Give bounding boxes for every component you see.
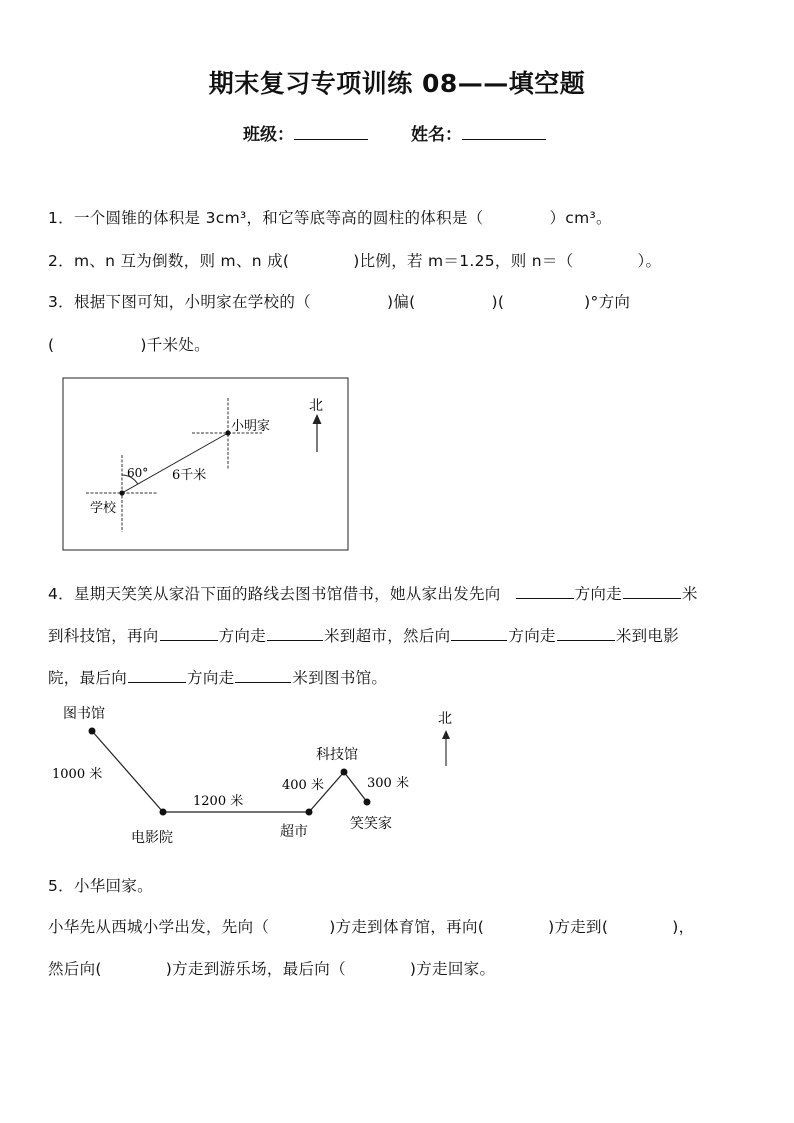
home-label: 小明家 (231, 419, 271, 434)
distance-1000: 1000 米 (52, 767, 103, 782)
q4-text-l1c: 米 (681, 585, 698, 603)
q4-text-l3b: 方向走 (187, 669, 235, 687)
question-4-line-3 (48, 666, 387, 688)
school-point (119, 490, 124, 495)
q3-text-a: 3．根据下图可知，小明家在学校的（ (48, 293, 311, 311)
question-5-title: 5．小华回家。 (48, 877, 153, 895)
q4-text-l2a: 到科技馆，再向 (48, 627, 159, 645)
q5-text-l2b: )方走到游乐场，最后向（ (165, 960, 346, 978)
route-line (122, 433, 228, 493)
q1-text-a: 1．一个圆锥的体积是 3cm³，和它等底等高的圆柱的体积是（ (48, 209, 484, 227)
supermarket-label: 超市 (280, 824, 308, 840)
q3-text-d: )°方向 (584, 293, 631, 311)
north-arrow-head-icon (442, 730, 450, 739)
distance-400: 400 米 (282, 778, 324, 793)
q2-text-a: 2．m、n 互为倒数，则 m、n 成( (48, 252, 290, 270)
q4-blank-8[interactable] (235, 668, 291, 683)
q2-text-c: ）。 (637, 252, 662, 270)
tech-museum-point (341, 769, 348, 776)
q4-text-l3a: 院，最后向 (48, 669, 128, 687)
q4-blank-2[interactable] (623, 584, 681, 599)
q4-blank-7[interactable] (128, 668, 186, 683)
library-label: 图书馆 (63, 706, 105, 722)
q4-text-l2b: 方向走 (218, 627, 267, 645)
distance-label: 6千米 (172, 468, 207, 483)
cinema-point (160, 809, 167, 816)
q1-text-b: ）cm³。 (549, 209, 612, 227)
q4-text-l2d: 方向走 (508, 627, 556, 645)
question-4-line-2 (48, 624, 679, 646)
q5-text-l2a: 然后向( (48, 960, 102, 978)
library-point (89, 728, 96, 735)
name-label: 姓名： (411, 125, 462, 145)
question-4-line-1 (48, 582, 698, 604)
home-label: 笑笑家 (350, 816, 392, 832)
q4-text-l1b: 方向走 (574, 585, 622, 603)
question-5-line-1 (48, 915, 694, 937)
q4-text-l3c: 米到图书馆。 (292, 669, 388, 687)
school-home-diagram (0, 0, 794, 560)
q2-text-b: )比例，若 m＝1.25，则 n＝（ (353, 252, 574, 270)
q4-blank-3[interactable] (160, 626, 218, 641)
distance-1200: 1200 米 (193, 794, 244, 809)
q3-text-e: ( (48, 336, 55, 354)
q4-text-l1a: 4．星期天笑笑从家沿下面的路线去图书馆借书，她从家出发先向 (48, 585, 501, 603)
q4-text-l2e: 米到电影 (615, 627, 680, 645)
q3-text-f: )千米处。 (140, 336, 210, 354)
q5-text-l1b: )方走到体育馆，再向( (329, 918, 485, 936)
q4-blank-6[interactable] (557, 626, 615, 641)
q3-text-c: )( (491, 293, 505, 311)
page-title: 期末复习专项训练 08——填空题 (208, 69, 586, 98)
cinema-label: 电影院 (131, 830, 173, 846)
distance-300: 300 米 (367, 776, 409, 791)
home-point (364, 799, 371, 806)
north-arrow-head-icon (313, 414, 322, 424)
question-5-line-2 (48, 957, 495, 979)
supermarket-point (306, 809, 313, 816)
q5-text-l1c: )方走到( (548, 918, 609, 936)
q4-blank-1[interactable] (516, 584, 574, 599)
q4-blank-5[interactable] (451, 626, 507, 641)
north-label: 北 (309, 398, 323, 414)
q3-text-b: )偏( (386, 293, 416, 311)
school-label: 学校 (90, 501, 117, 516)
diagram-frame (63, 378, 348, 550)
tech-museum-label: 科技馆 (316, 747, 358, 763)
q5-text-l1d: )， (672, 918, 695, 936)
route-diagram (0, 690, 794, 860)
angle-label: 60° (127, 466, 149, 480)
north-label: 北 (438, 711, 452, 727)
q4-blank-4[interactable] (267, 626, 323, 641)
home-point (225, 430, 230, 435)
class-label: 班级： (243, 125, 294, 145)
q5-text-l2c: )方走回家。 (409, 960, 496, 978)
q5-text-l1a: 小华先从西城小学出发，先向（ (48, 918, 270, 936)
q4-text-l2c: 米到超市，然后向 (324, 627, 451, 645)
